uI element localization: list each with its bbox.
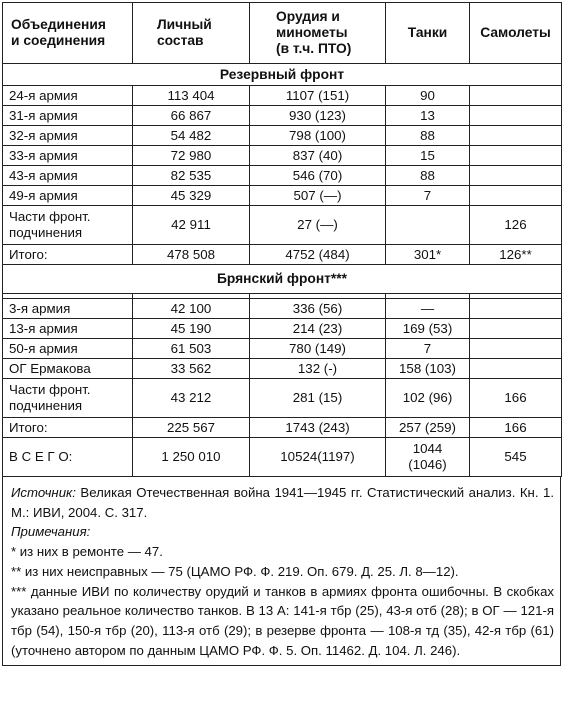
cell-guns: 780 (149) [250,339,386,359]
note-2: ** из них неисправных — 75 (ЦАМО РФ. Ф. 219. Оп. 679. Д. 25. Л. 8—12). [11,563,459,579]
cell-aircraft: 166 [470,379,562,418]
table-row [3,206,562,245]
cell-guns: 546 (70) [250,166,386,186]
grand-total-row [3,438,562,477]
source-text: Великая Отечественная война 1941—1945 гг. Статистический анализ. Кн. 1. М.: ИВИ, 2004. С. 317. [11,485,554,520]
cell-personnel: 45 329 [133,186,250,206]
source-paragraph [11,483,554,522]
cell-tanks: 1044 (1046) [386,438,470,477]
header-guns-line2: минометы [276,25,348,40]
cell-aircraft [470,359,562,379]
cell-guns: 507 (—) [250,186,386,206]
cell-name: Части фронт. подчинения [3,206,133,245]
cell-tanks: 15 [386,146,470,166]
cell-aircraft [470,146,562,166]
cell-aircraft [470,299,562,319]
cell-name: 32-я армия [3,126,133,146]
header-guns [250,3,386,64]
cell-personnel: 54 482 [133,126,250,146]
cell-tanks: 7 [386,186,470,206]
cell-guns: 10524(1197) [250,438,386,477]
table-row [3,146,562,166]
cell-personnel: 72 980 [133,146,250,166]
header-aircraft [470,3,562,64]
table-row [3,106,562,126]
cell-tanks: — [386,299,470,319]
notes-block [2,477,561,666]
table-row [3,126,562,146]
cell-guns: 336 (56) [250,299,386,319]
cell-guns: 837 (40) [250,146,386,166]
header-units [3,3,133,64]
table-row [3,339,562,359]
cell-guns: 132 (-) [250,359,386,379]
cell-name: В С Е Г О: [3,438,133,477]
cell-guns: 1107 (151) [250,86,386,106]
cell-name: 49-я армия [3,186,133,206]
subtotal-row [3,418,562,438]
table-row [3,319,562,339]
table-row [3,86,562,106]
cell-guns: 4752 (484) [250,245,386,265]
header-aircraft-label: Самолеты [480,25,551,40]
cell-tanks: 102 (96) [386,379,470,418]
cell-personnel: 82 535 [133,166,250,186]
cell-personnel: 42 100 [133,299,250,319]
cell-guns: 1743 (243) [250,418,386,438]
table-row [3,379,562,418]
header-row [3,3,562,64]
cell-aircraft [470,186,562,206]
forces-table [2,2,562,477]
cell-name: 50-я армия [3,339,133,359]
header-guns-line1: Орудия и [276,9,340,24]
cell-aircraft [470,339,562,359]
cell-personnel: 66 867 [133,106,250,126]
header-guns-line3: (в т.ч. ПТО) [276,41,352,56]
cell-personnel: 225 567 [133,418,250,438]
cell-name: 24-я армия [3,86,133,106]
cell-tanks [386,206,470,245]
cell-aircraft [470,166,562,186]
cell-tanks: 13 [386,106,470,126]
cell-personnel: 478 508 [133,245,250,265]
subtotal-row [3,245,562,265]
header-units-line2: и соединения [11,33,106,48]
notes-heading [11,522,554,542]
table-row [3,299,562,319]
table-row [3,186,562,206]
section-title: Резервный фронт [3,64,562,86]
cell-personnel: 113 404 [133,86,250,106]
cell-personnel: 33 562 [133,359,250,379]
document [2,2,561,666]
header-tanks-label: Танки [407,25,448,40]
cell-tanks: 169 (53) [386,319,470,339]
cell-name: ОГ Ермакова [3,359,133,379]
cell-aircraft [470,86,562,106]
cell-aircraft [470,126,562,146]
header-tanks [386,3,470,64]
cell-name: 33-я армия [3,146,133,166]
note-1: * из них в ремонте — 47. [11,544,163,560]
cell-guns: 930 (123) [250,106,386,126]
cell-tanks: 7 [386,339,470,359]
cell-name: Части фронт. подчинения [3,379,133,418]
cell-aircraft: 166 [470,418,562,438]
cell-aircraft: 126** [470,245,562,265]
cell-name: 31-я армия [3,106,133,126]
cell-tanks: 90 [386,86,470,106]
section-title: Брянский фронт*** [3,265,562,294]
section-row-reserve-front [3,64,562,86]
header-personnel [133,3,250,64]
cell-personnel: 45 190 [133,319,250,339]
cell-personnel: 43 212 [133,379,250,418]
source-label: Источник: [11,485,76,500]
cell-aircraft [470,106,562,126]
notes-label: Примечания: [11,524,91,540]
cell-personnel: 1 250 010 [133,438,250,477]
cell-name: 3-я армия [3,299,133,319]
table-row [3,166,562,186]
cell-aircraft: 126 [470,206,562,245]
header-personnel-line2: состав [157,33,204,48]
cell-guns: 214 (23) [250,319,386,339]
cell-guns: 27 (—) [250,206,386,245]
cell-name: Итого: [3,245,133,265]
cell-aircraft: 545 [470,438,562,477]
cell-aircraft [470,319,562,339]
cell-tanks: 158 (103) [386,359,470,379]
section-row-bryansk-front [3,265,562,294]
cell-name: 43-я армия [3,166,133,186]
cell-guns: 281 (15) [250,379,386,418]
cell-tanks: 301* [386,245,470,265]
header-units-line1: Объединения [11,17,106,32]
cell-tanks: 88 [386,166,470,186]
cell-guns: 798 (100) [250,126,386,146]
cell-name: 13-я армия [3,319,133,339]
cell-tanks: 88 [386,126,470,146]
table-row [3,359,562,379]
note-3: *** данные ИВИ по количеству орудий и танков в армиях фронта ошибочны. В скобках указано реальное количество танков. В 13 А: 141-я тбр (25), 43-я отб (28); в ОГ — 121-я тбр (54), 150-я тбр (20), 113-я отб (29); в резерве фронта — 108-я тд (35), 42-я тбр (61) (уточнено автором по данным ЦАМО РФ. Ф. 5. Оп. 11462. Д. 104. Л. 246). [11,583,554,658]
header-personnel-line1: Личный [157,17,212,32]
cell-name: Итого: [3,418,133,438]
cell-tanks: 257 (259) [386,418,470,438]
cell-personnel: 61 503 [133,339,250,359]
cell-personnel: 42 911 [133,206,250,245]
